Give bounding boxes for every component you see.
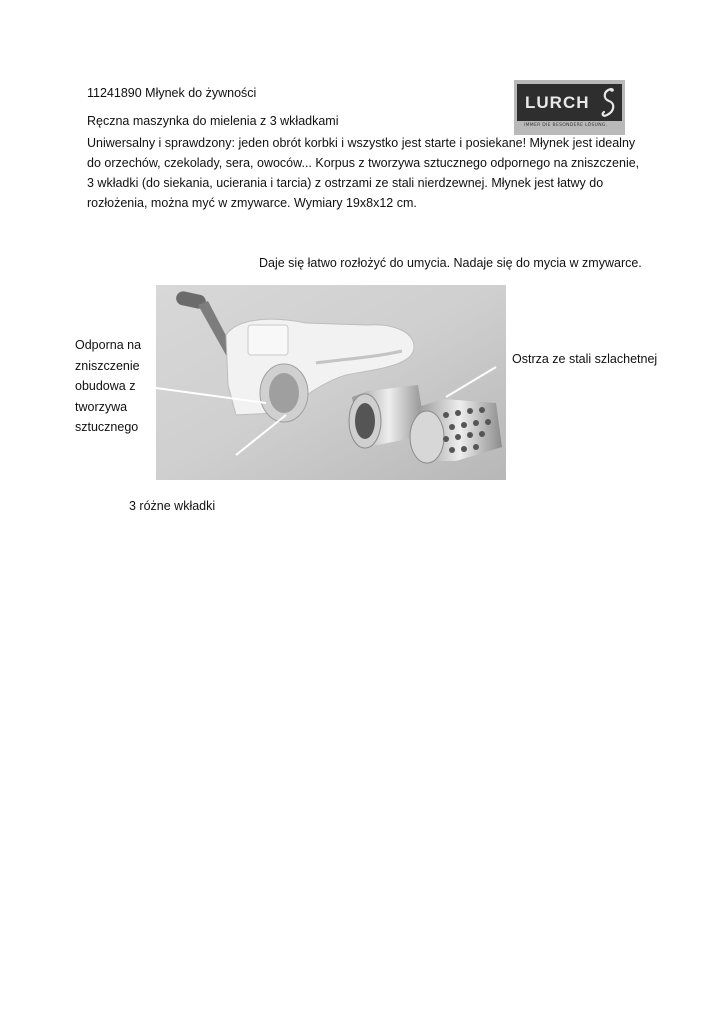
caption-inserts: 3 różne wkładki [129, 499, 216, 513]
caption-dishwasher: Daje się łatwo rozłożyć do umycia. Nadaje się do mycia w zmywarce. [259, 256, 642, 270]
caption-housing: Odporna na zniszczenie obudowa z tworzywa sztucznego [75, 338, 142, 434]
document-subtitle: Ręczna maszynka do mielenia z 3 wkładkami [87, 114, 339, 128]
lizard-icon [597, 87, 619, 118]
logo-plate [517, 84, 622, 121]
logo-tagline: IMMER DIE BESONDERE LÖSUNG. [524, 123, 608, 128]
logo-brand-text: LURCH [525, 93, 590, 112]
caption-blades: Ostrza ze stali szlachetnej [512, 352, 658, 366]
brand-logo [514, 80, 625, 135]
document-title: 11241890 Młynek do żywności [87, 86, 257, 100]
product-description: Uniwersalny i sprawdzony: jeden obrót korbki i wszystko jest starte i posiekane! Młynek jest idealny do orzechów, czekolady, sera, owoców... Korpus z tworzywa sztucznego odpornego na zniszczenie, 3 wkładki (do siekania, ucierania i tarcia) z ostrzami ze stali nierdzewnej. Młynek jest łatwy do rozłożenia, można myć w zmywarce. Wymiary 19x8x12 cm. [87, 136, 640, 210]
product-photo [156, 285, 506, 480]
